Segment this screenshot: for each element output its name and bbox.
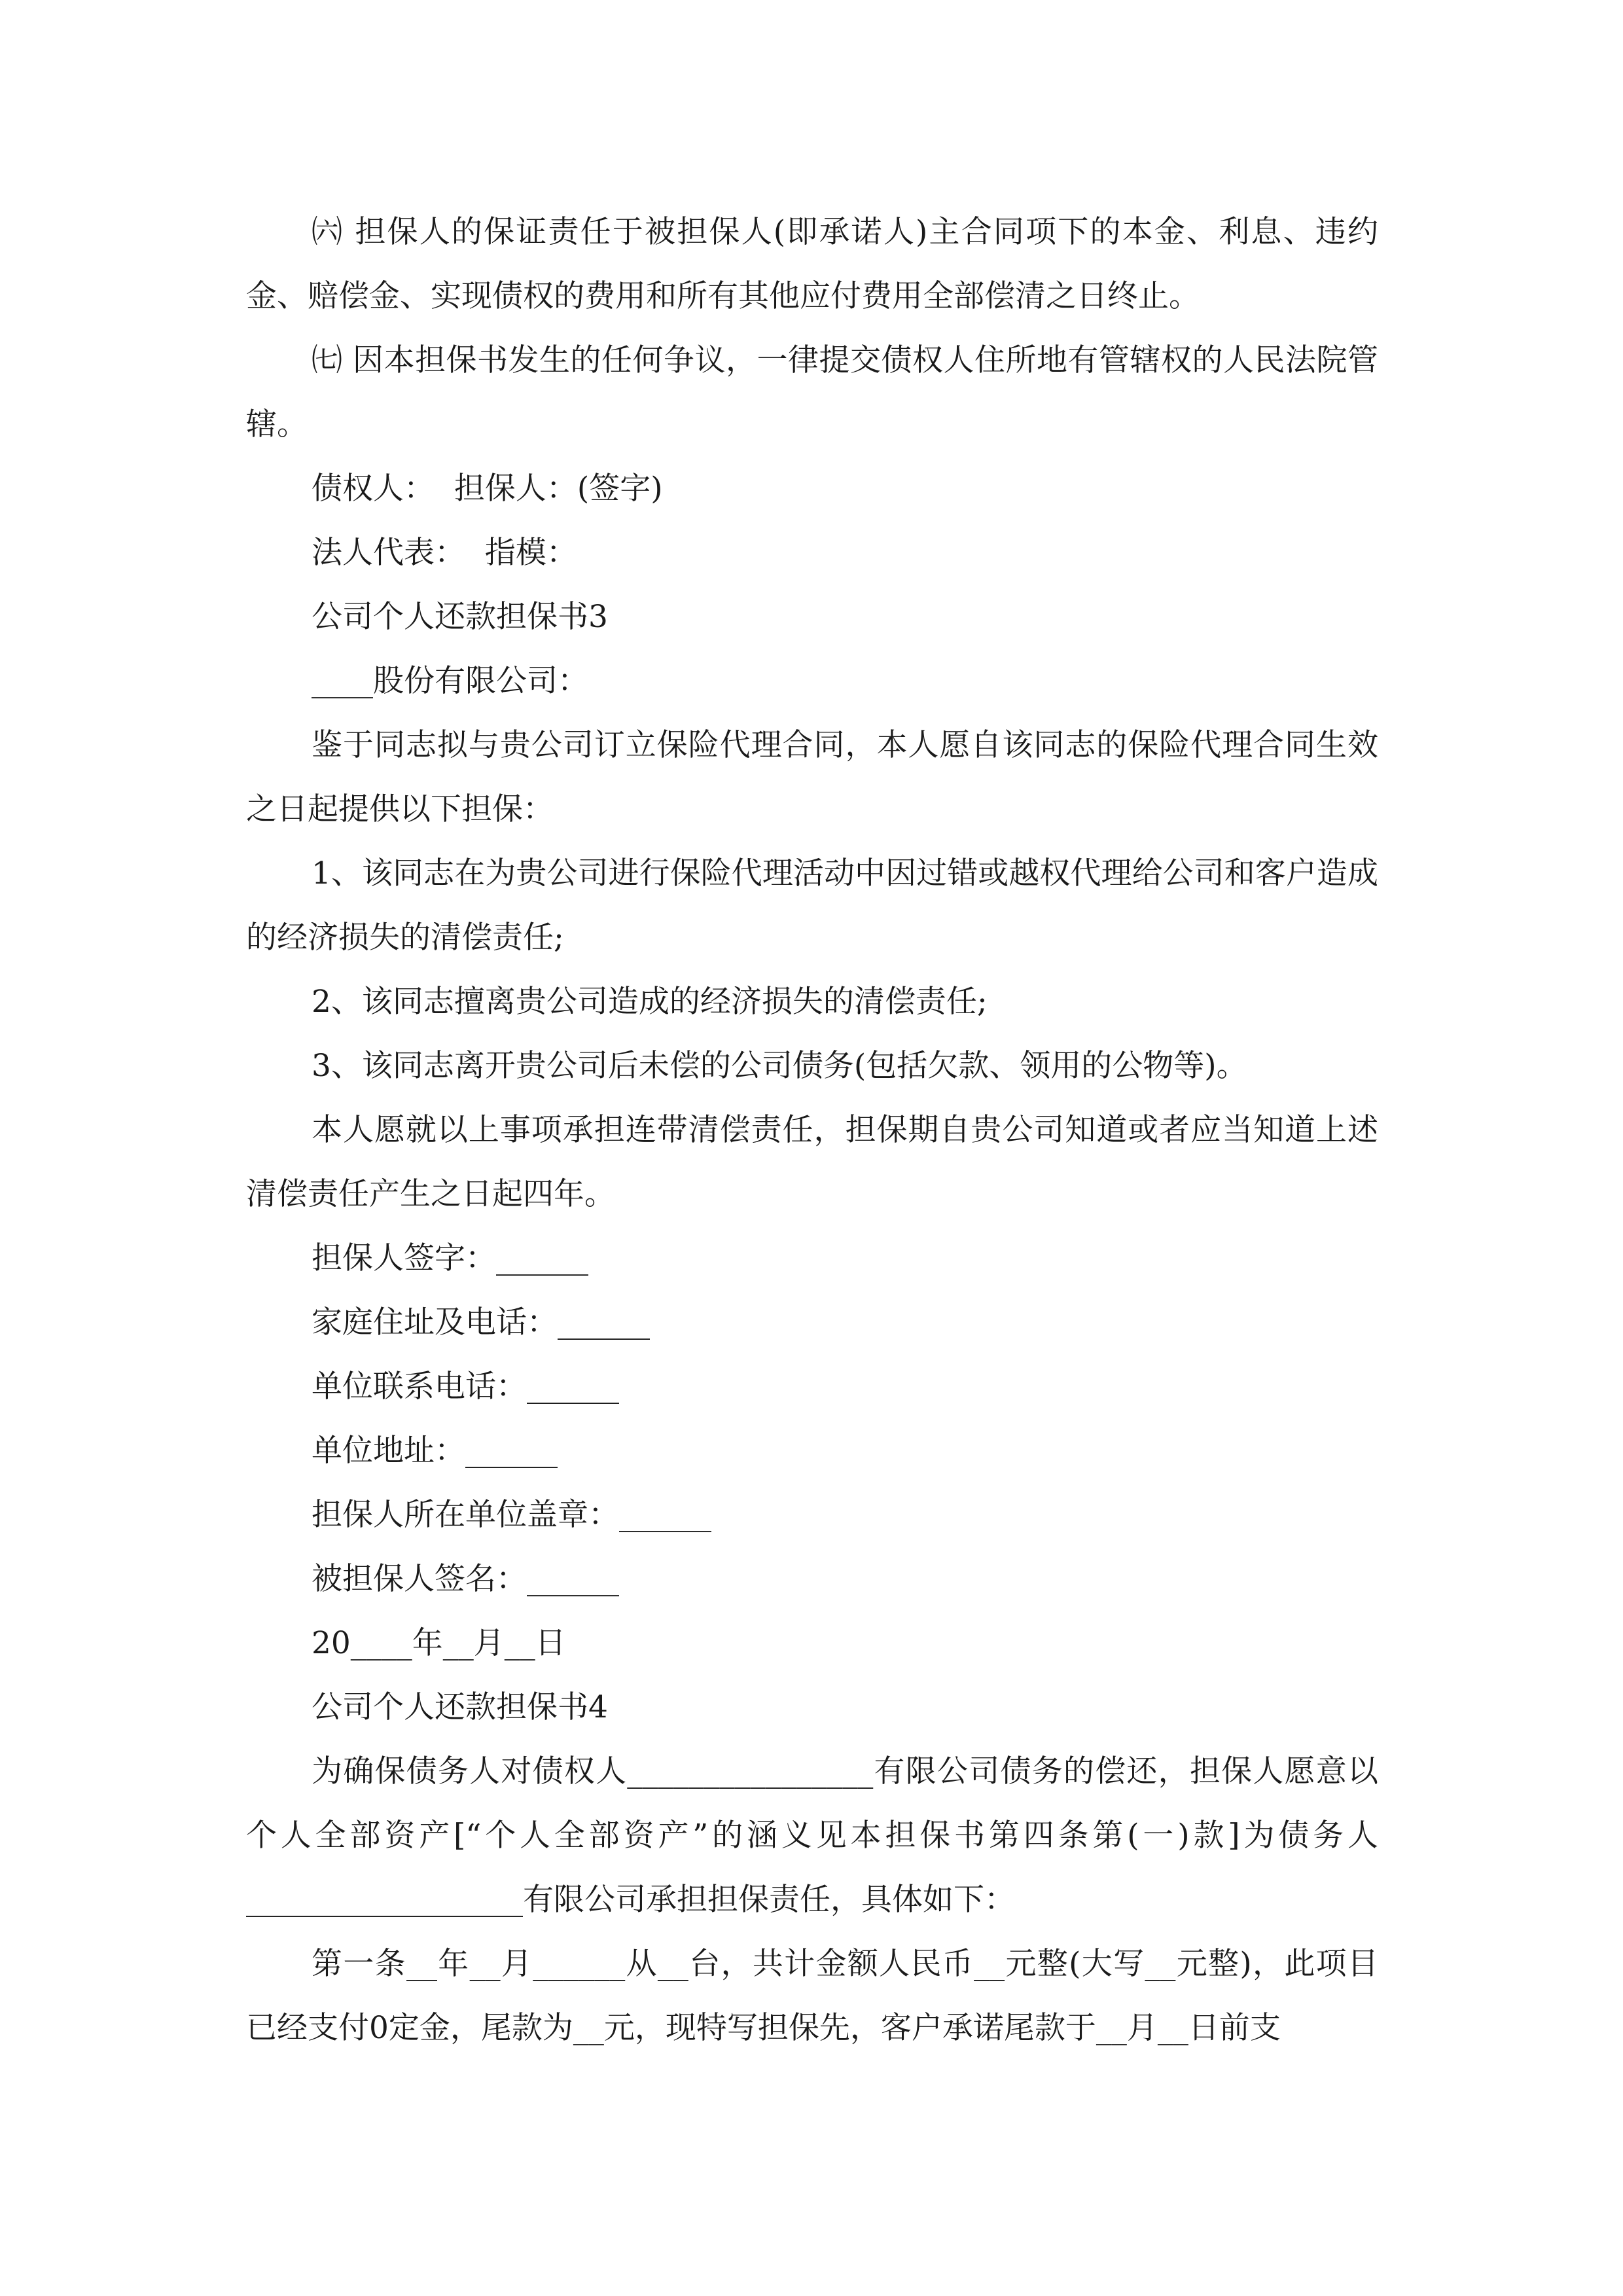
field-home-address-phone: 家庭住址及电话：______ [312, 1304, 650, 1340]
field-guarantor-signature: 担保人签字：______ [312, 1240, 588, 1276]
paragraph-guarantee-purpose: 为确保债务人对债权人________________有限公司债务的偿还，担保人愿意以个人全部资产[“个人全部资产”的涵义见本担保书第四条第(一)款]为债务人__________________有限公司承担担保责任，具体如下： [246, 1753, 1378, 1918]
field-work-address: 单位地址：______ [312, 1433, 558, 1469]
field-work-phone: 单位联系电话：______ [312, 1369, 619, 1405]
paragraph-intro: 鉴于同志拟与贵公司订立保险代理合同，本人愿自该同志的保险代理合同生效之日起提供以下担保： [246, 727, 1378, 827]
list-item-3: 3、该同志离开贵公司后未偿的公司债务(包括欠款、领用的公物等)。 [312, 1048, 1247, 1084]
section-heading-4: 公司个人还款担保书4 [312, 1689, 608, 1725]
document-body [246, 200, 1378, 2060]
paragraph-clause-7: ㈦ 因本担保书发生的任何争议，一律提交债权人住所地有管辖权的人民法院管辖。 [246, 342, 1378, 442]
paragraph-liability: 本人愿就以上事项承担连带清偿责任，担保期自贵公司知道或者应当知道上述清偿责任产生之日起四年。 [246, 1112, 1378, 1212]
signature-line-creditor: 债权人： 担保人：(签字) [312, 471, 663, 507]
field-employer-seal: 担保人所在单位盖章：______ [312, 1497, 711, 1533]
section-heading-3: 公司个人还款担保书3 [312, 599, 608, 635]
addressee-line: ____股份有限公司： [312, 663, 588, 699]
list-item-2: 2、该同志擅离贵公司造成的经济损失的清偿责任; [312, 984, 988, 1020]
field-guaranteed-signature: 被担保人签名：______ [312, 1561, 619, 1597]
field-date: 20____年__月__日 [312, 1625, 566, 1661]
paragraph-article-1: 第一条__年__月______从__台，共计金额人民币__元整(大写__元整)，此项目已经支付0定金，尾款为__元，现特写担保先，客户承诺尾款于__月__日前支 [246, 1946, 1378, 2046]
signature-line-legal-rep: 法人代表： 指模： [312, 535, 577, 571]
paragraph-clause-6: ㈥ 担保人的保证责任于被担保人(即承诺人)主合同项下的本金、利息、违约金、赔偿金、实现债权的费用和所有其他应付费用全部偿清之日终止。 [246, 214, 1378, 314]
list-item-1: 1、该同志在为贵公司进行保险代理活动中因过错或越权代理给公司和客户造成的经济损失的清偿责任; [246, 855, 1378, 956]
